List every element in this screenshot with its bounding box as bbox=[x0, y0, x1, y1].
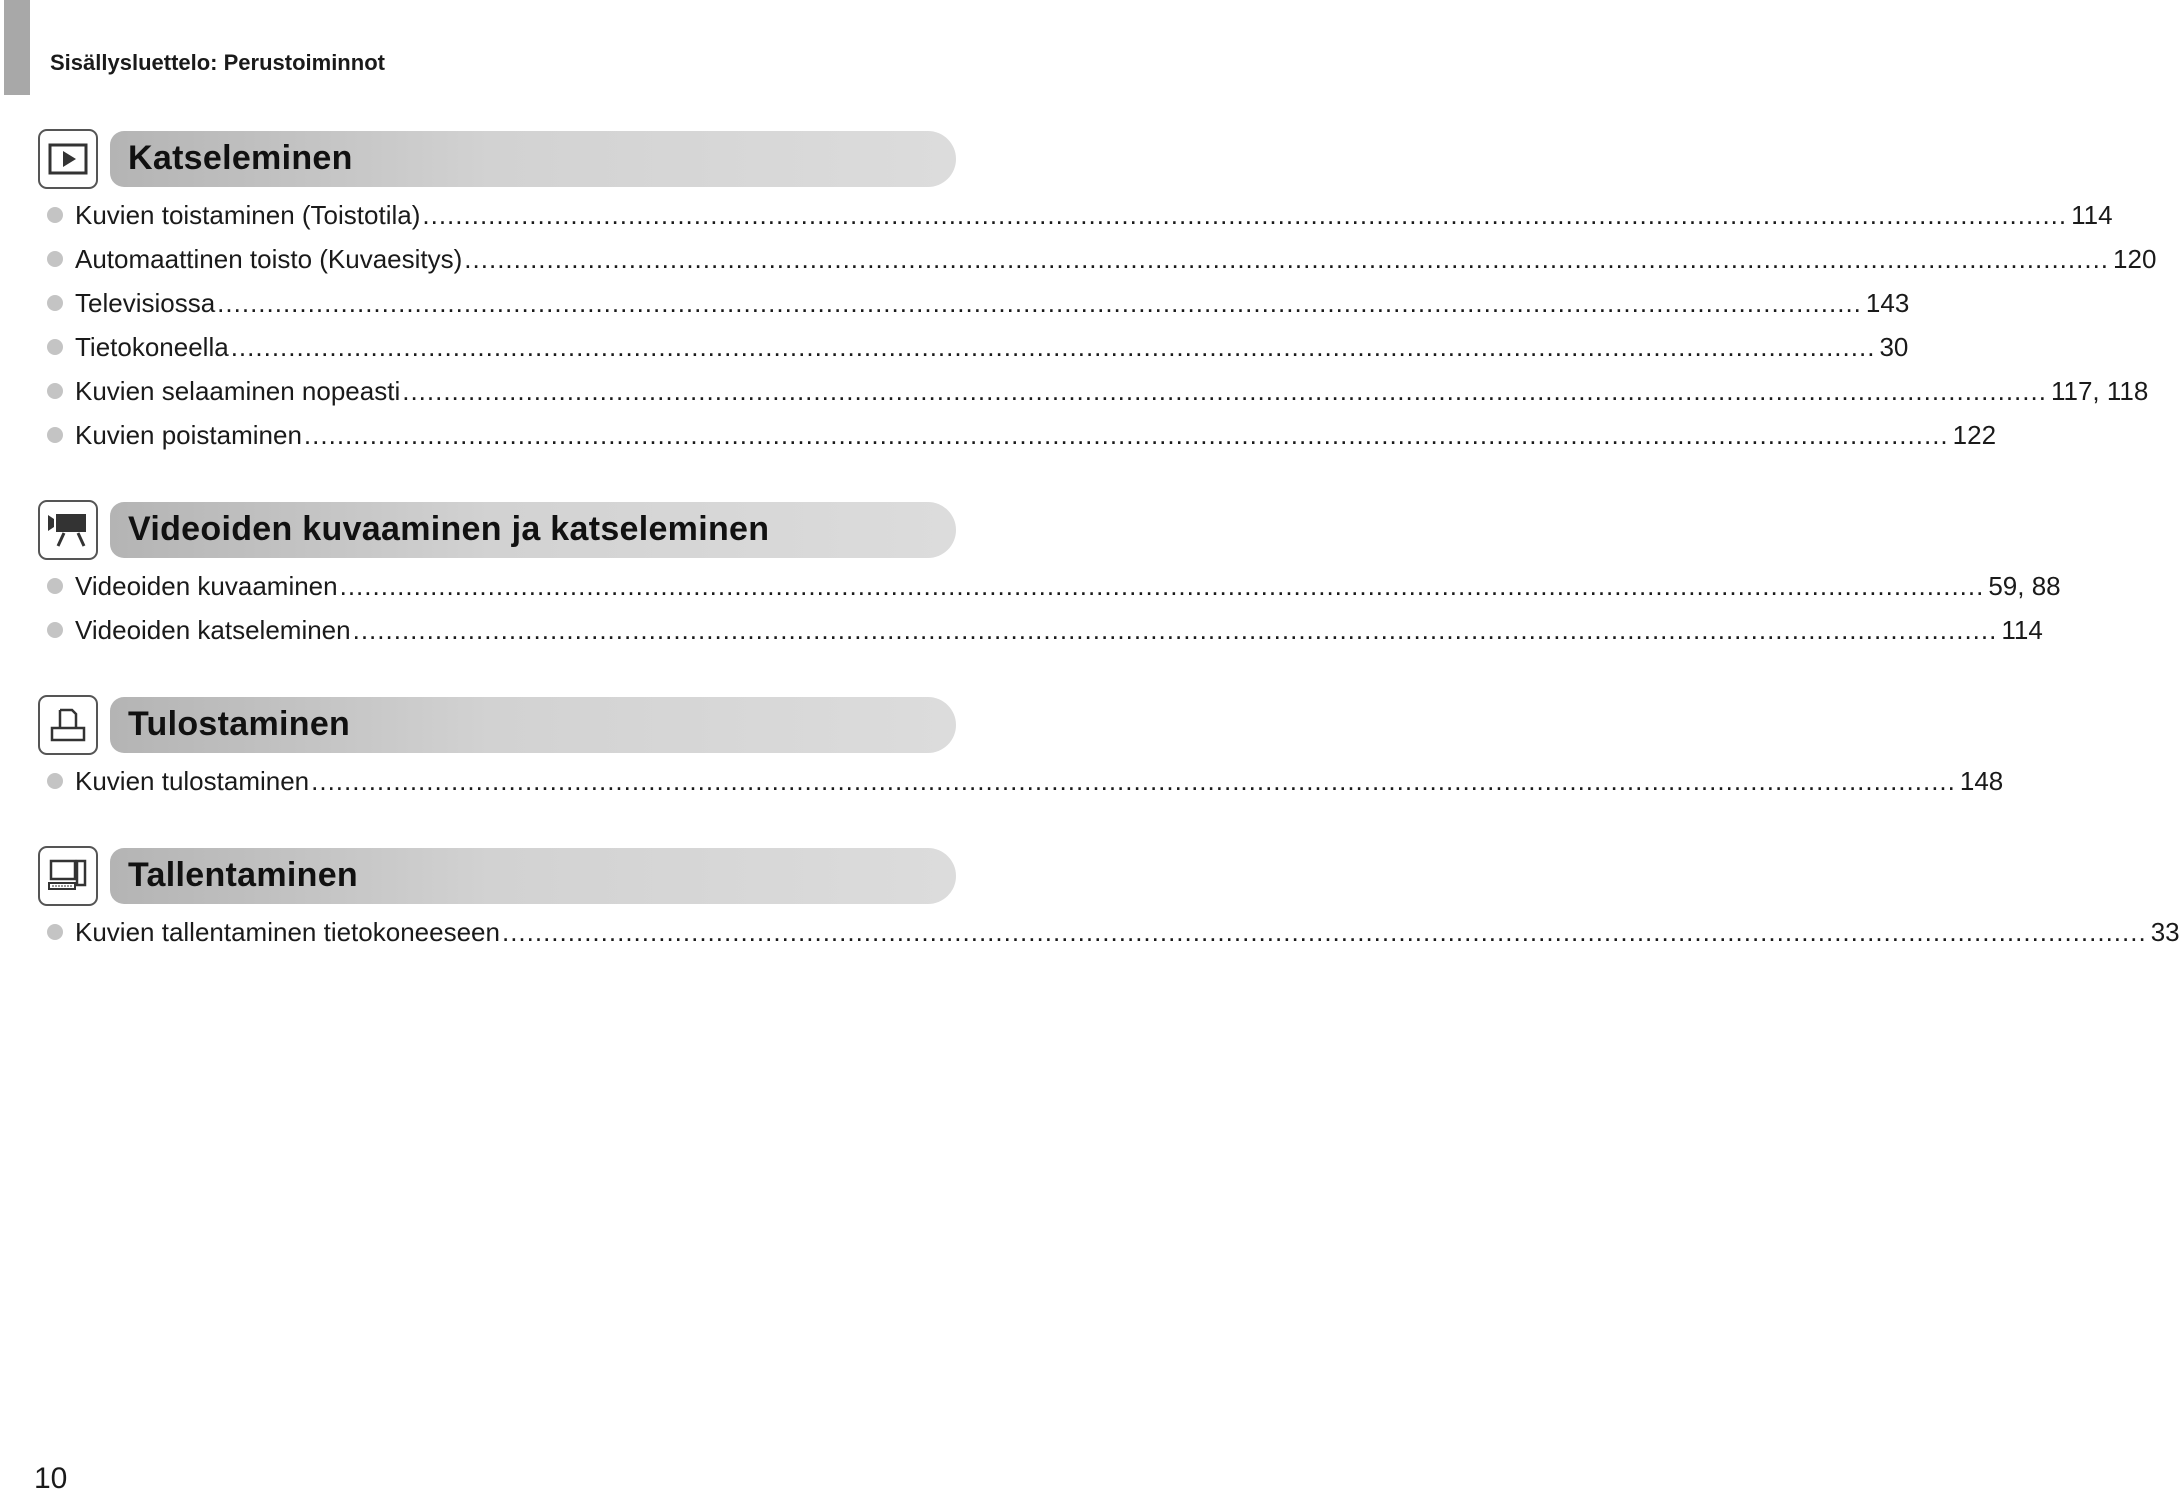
entry-page-ref: 117, 118 bbox=[2050, 375, 2149, 406]
bullet-icon bbox=[47, 578, 63, 594]
toc-entry[interactable] bbox=[38, 325, 1909, 369]
entry-title: Automaattinen toisto (Kuvaesitys) bbox=[75, 243, 463, 274]
bullet-icon bbox=[47, 295, 63, 311]
dot-leader: ........................................................................................................................................................................................................ bbox=[311, 765, 1956, 796]
section-title: Katseleminen bbox=[128, 139, 353, 177]
printer-icon bbox=[38, 695, 98, 755]
bullet-icon bbox=[47, 339, 63, 355]
section-tallentaminen bbox=[38, 846, 2180, 954]
entry-title: Videoiden katseleminen bbox=[75, 614, 351, 645]
entry-page-ref: 30 bbox=[1879, 331, 1909, 362]
bullet-icon bbox=[47, 383, 63, 399]
dot-leader: ........................................................................................................................................................................................................ bbox=[230, 331, 1876, 362]
section-header bbox=[38, 695, 956, 759]
entry-page-ref: 122 bbox=[1952, 419, 1997, 450]
toc-entry[interactable] bbox=[38, 369, 2149, 413]
dot-leader: ........................................................................................................................................................................................................ bbox=[422, 199, 2068, 230]
entry-title: Videoiden kuvaaminen bbox=[75, 570, 338, 601]
toc-entry[interactable] bbox=[38, 237, 2157, 281]
entry-list bbox=[38, 193, 2157, 457]
bullet-icon bbox=[47, 773, 63, 789]
bullet-icon bbox=[47, 427, 63, 443]
entry-page-ref: 148 bbox=[1959, 765, 2004, 796]
entry-page-ref: 33 bbox=[2150, 916, 2180, 947]
toc-entry[interactable] bbox=[38, 281, 1910, 325]
dot-leader: ........................................................................................................................................................................................................ bbox=[501, 916, 2147, 947]
section-header bbox=[38, 846, 956, 910]
entry-title: Televisiossa bbox=[75, 287, 216, 318]
entry-title: Kuvien tallentaminen tietokoneeseen bbox=[75, 916, 500, 947]
entry-page-ref: 120 bbox=[2113, 243, 2157, 274]
section-title: Tulostaminen bbox=[128, 705, 351, 743]
entry-list bbox=[38, 759, 2004, 803]
toc-entry[interactable] bbox=[38, 910, 2180, 954]
entry-page-ref: 59, 88 bbox=[1988, 570, 2061, 601]
entry-list bbox=[38, 910, 2180, 954]
entry-title: Kuvien selaaminen nopeasti bbox=[75, 375, 401, 406]
toc-entry[interactable] bbox=[38, 564, 2061, 608]
entry-page-ref: 114 bbox=[2071, 199, 2113, 230]
movie-camera-icon bbox=[38, 500, 98, 560]
toc-entry[interactable] bbox=[38, 759, 2004, 803]
dot-leader: ........................................................................................................................................................................................................ bbox=[464, 243, 2110, 274]
entry-title: Tietokoneella bbox=[75, 331, 229, 362]
section-tulostaminen bbox=[38, 695, 2004, 803]
dot-leader: ........................................................................................................................................................................................................ bbox=[352, 614, 1998, 645]
section-videoiden-kuvaaminen bbox=[38, 500, 2061, 652]
bullet-icon bbox=[47, 251, 63, 267]
dot-leader: ........................................................................................................................................................................................................ bbox=[303, 419, 1949, 450]
side-tab-marker bbox=[4, 0, 30, 95]
entry-page-ref: 143 bbox=[1865, 287, 1910, 318]
page-number: 10 bbox=[34, 1462, 68, 1495]
computer-icon bbox=[38, 846, 98, 906]
running-head: Sisällysluettelo: Perustoiminnot bbox=[50, 50, 385, 75]
entry-title: Kuvien poistaminen bbox=[75, 419, 302, 450]
toc-entry[interactable] bbox=[38, 193, 2113, 237]
bullet-icon bbox=[47, 207, 63, 223]
entry-page-ref: 114 bbox=[2001, 614, 2043, 645]
entry-title: Kuvien tulostaminen bbox=[75, 765, 310, 796]
entry-title: Kuvien toistaminen (Toistotila) bbox=[75, 199, 421, 230]
section-header bbox=[38, 500, 956, 564]
section-katseleminen bbox=[38, 129, 2157, 457]
section-title: Tallentaminen bbox=[128, 856, 358, 894]
dot-leader: ........................................................................................................................................................................................................ bbox=[402, 375, 2047, 406]
entry-list bbox=[38, 564, 2061, 652]
bullet-icon bbox=[47, 622, 63, 638]
bullet-icon bbox=[47, 924, 63, 940]
dot-leader: ........................................................................................................................................................................................................ bbox=[339, 570, 1985, 601]
toc-entry[interactable] bbox=[38, 413, 1997, 457]
section-title: Videoiden kuvaaminen ja katseleminen bbox=[128, 510, 770, 548]
playback-icon bbox=[38, 129, 98, 189]
section-header bbox=[38, 129, 956, 193]
dot-leader: ........................................................................................................................................................................................................ bbox=[217, 287, 1862, 318]
toc-entry[interactable] bbox=[38, 608, 2043, 652]
